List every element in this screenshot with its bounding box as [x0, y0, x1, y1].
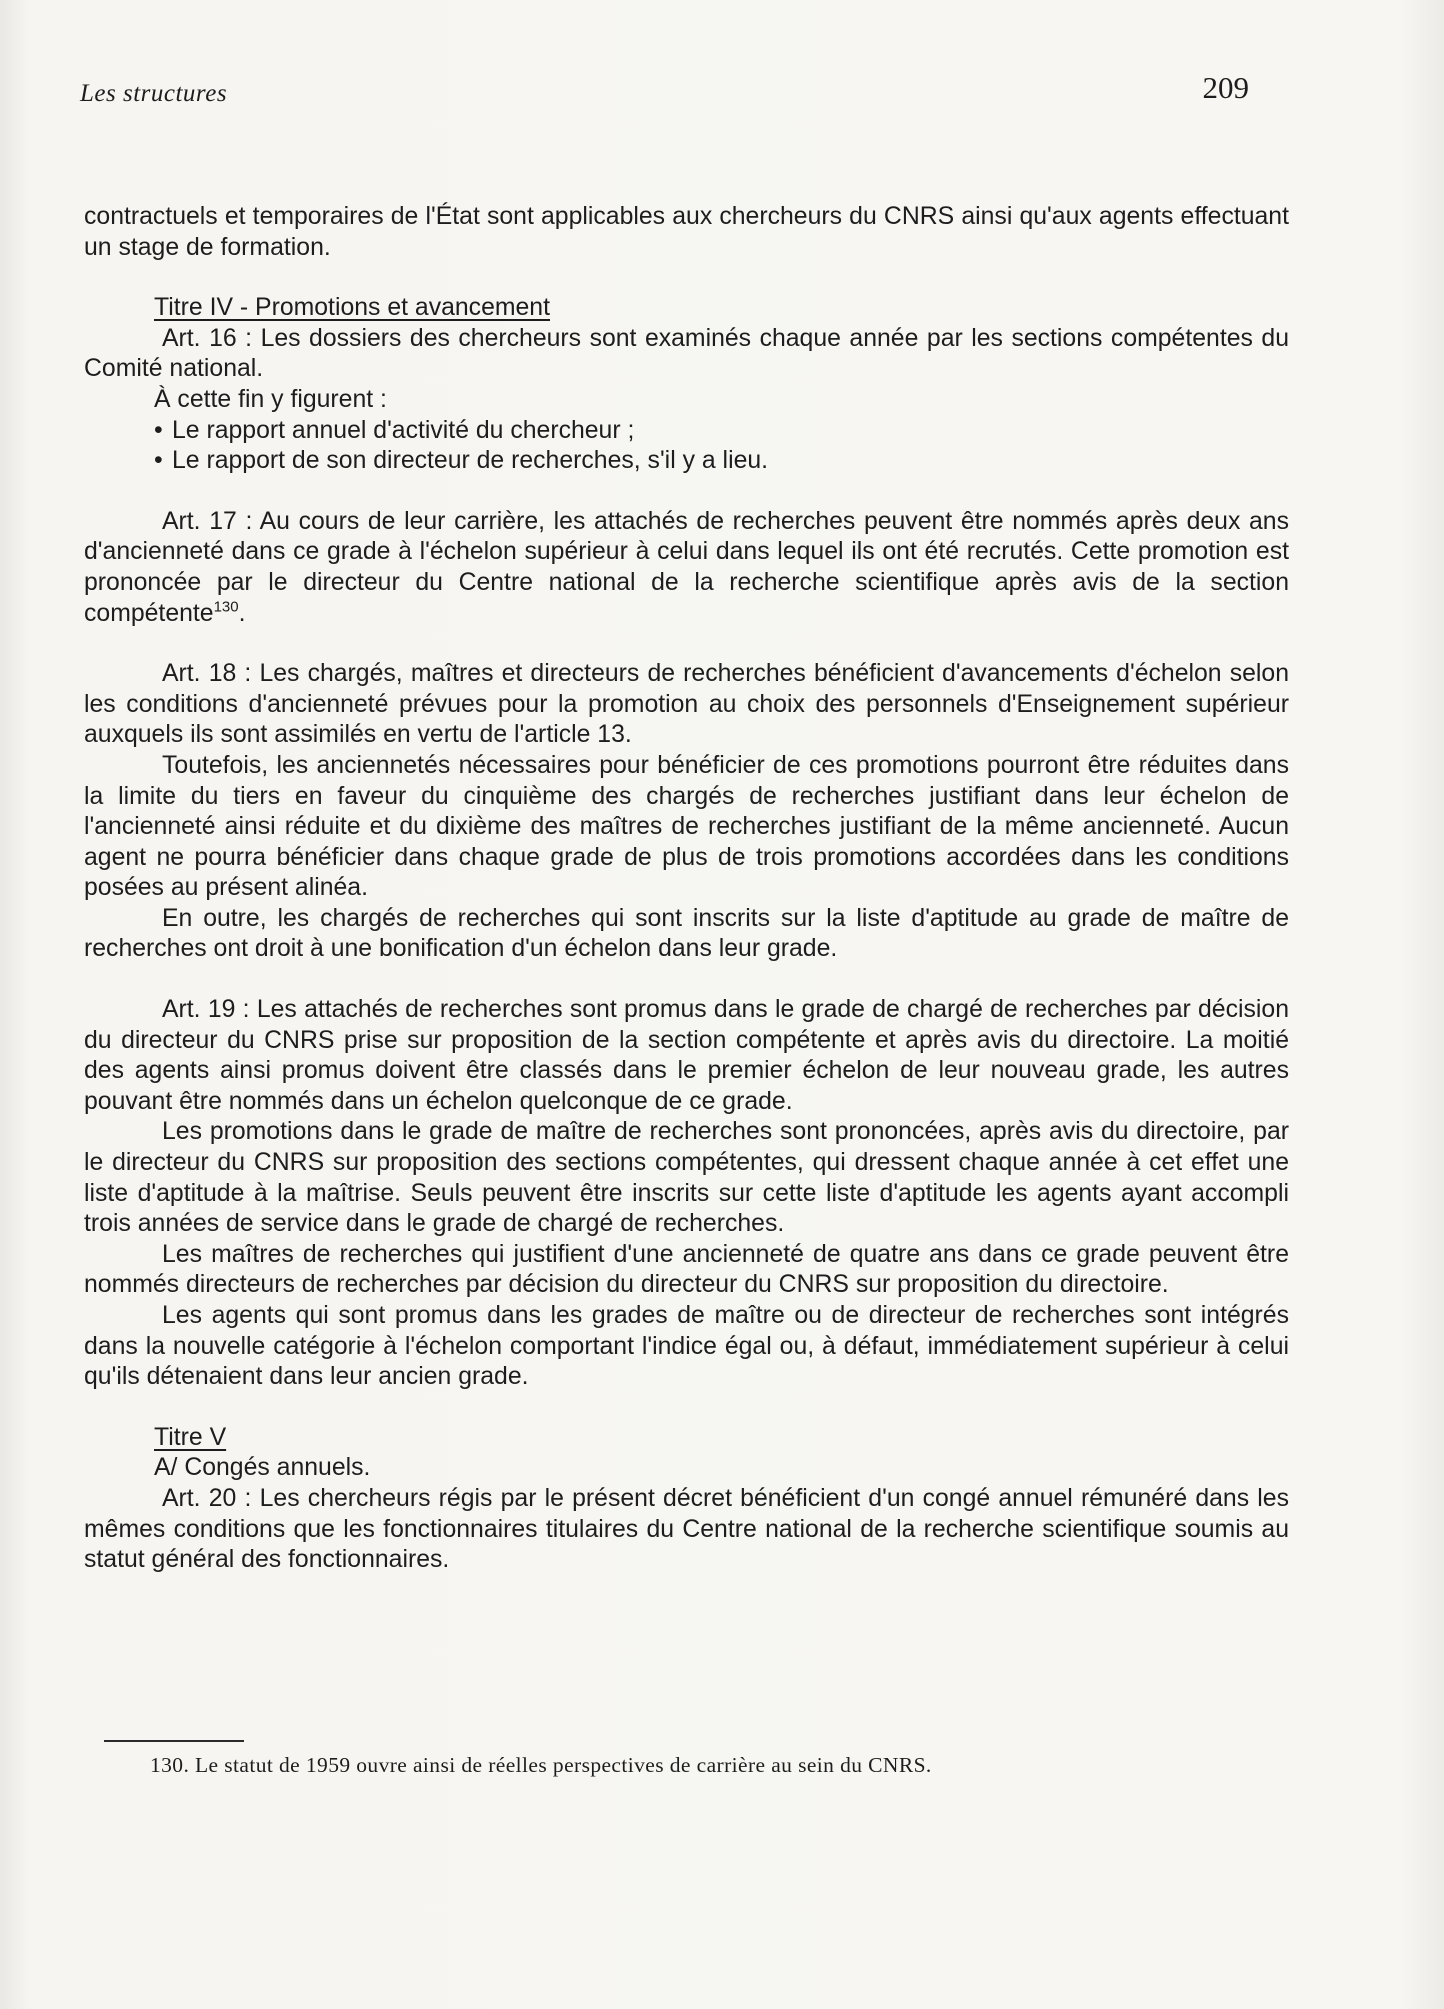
- footnote-reference: 130: [213, 598, 239, 616]
- paragraph-art19: Art. 19 : Les attachés de recherches sont promus dans le grade de chargé de recherches par décision du directeur du CNRS prise sur proposition de la section compétente et après avis du directoire. La moitié des agents ainsi promus doivent être classés dans le premier échelon de leur nouveau grade, les autres pouvant être nommés dans un échelon quelconque de ce grade.: [84, 996, 1289, 1115]
- bullet-icon: •: [154, 447, 163, 475]
- paragraph-art16: Art. 16 : Les dossiers des chercheurs sont examinés chaque année par les sections compétentes du Comité national.: [84, 324, 1289, 383]
- paragraph-art18-2: Toutefois, les anciennetés nécessaires pour bénéficier de ces promotions pourront être réduites dans la limite du tiers en faveur du cinquième des chargés de recherches justifiant dans leur échelon de l'ancienneté ainsi réduite et du dixième des maîtres de recherches justifiant de la même ancienneté. Aucun agent ne pourra bénéficier dans chaque grade de plus de trois promotions accordées dans les conditions posées au présent alinéa.: [84, 751, 1289, 902]
- heading-titre-iv: Titre IV - Promotions et avancement: [154, 294, 550, 322]
- paragraph-art17: [84, 507, 1289, 629]
- list-item: [84, 416, 1289, 447]
- art17-end: .: [238, 599, 246, 627]
- footnote-divider: [104, 1740, 244, 1742]
- list-item: [84, 446, 1289, 477]
- footnote-number: 130.: [150, 1753, 190, 1777]
- subheading-conges: A/ Congés annuels.: [154, 1454, 371, 1482]
- heading-titre-v: Titre V: [154, 1423, 227, 1451]
- art17-text: Art. 17 : Au cours de leur carrière, les attachés de recherches peuvent être nommés après deux ans d'ancienneté dans ce grade à l'échelon supérieur à celui dans lequel ils ont été recrutés. Cette promotion est prononcée par le directeur du Centre national de la recherche scientifique après avis de la section compétente: [84, 507, 1289, 627]
- list-item-text: Le rapport annuel d'activité du chercheur ;: [172, 416, 635, 444]
- paragraph-art19-2: Les promotions dans le grade de maître de recherches sont prononcées, après avis du directoire, par le directeur du CNRS sur proposition des sections compétentes, qui dressent chaque année à cet effet une liste d'aptitude à la maîtrise. Seuls peuvent être inscrits sur cette liste d'aptitude les agents ayant accompli trois années de service dans le grade de chargé de recherches.: [84, 1118, 1289, 1238]
- paragraph-art19-4: Les agents qui sont promus dans les grades de maître ou de directeur de recherches sont intégrés dans la nouvelle catégorie à l'échelon comportant l'indice égal ou, à défaut, immédiatement supérieur à celui qu'ils détenaient dans leur ancien grade.: [84, 1302, 1289, 1391]
- page-number: 209: [1202, 70, 1249, 105]
- footnote: [150, 1753, 932, 1778]
- paragraph-continuation: contractuels et temporaires de l'État sont applicables aux chercheurs du CNRS ainsi qu'aux agents effectuant un stage de formation.: [84, 203, 1289, 261]
- body-text: [84, 202, 1289, 1576]
- footnote-text: Le statut de 1959 ouvre ainsi de réelles perspectives de carrière au sein du CNRS.: [195, 1753, 932, 1777]
- paragraph-art19-3: Les maîtres de recherches qui justifient d'une ancienneté de quatre ans dans ce grade peuvent être nommés directeurs de recherches par décision du directeur du CNRS sur proposition du directoire.: [84, 1240, 1289, 1299]
- running-title: Les structures: [80, 80, 228, 107]
- paragraph-art20: Art. 20 : Les chercheurs régis par le présent décret bénéficient d'un congé annuel rémunéré dans les mêmes conditions que les fonctionnaires titulaires du Centre national de la recherche scientifique soumis au statut général des fonctionnaires.: [84, 1484, 1289, 1574]
- paragraph-art18-3: En outre, les chargés de recherches qui sont inscrits sur la liste d'aptitude au grade de maître de recherches ont droit à une bonification d'un échelon dans leur grade.: [84, 904, 1289, 963]
- list-item-text: Le rapport de son directeur de recherches, s'il y a lieu.: [172, 447, 769, 475]
- paragraph-art16-intro: À cette fin y figurent :: [154, 385, 387, 413]
- bullet-icon: •: [154, 416, 163, 444]
- paragraph-art18: Art. 18 : Les chargés, maîtres et directeurs de recherches bénéficient d'avancements d'échelon selon les conditions d'ancienneté prévues pour la promotion au choix des personnels d'Enseignement supérieur auxquels ils sont assimilés en vertu de l'article 13.: [84, 660, 1289, 749]
